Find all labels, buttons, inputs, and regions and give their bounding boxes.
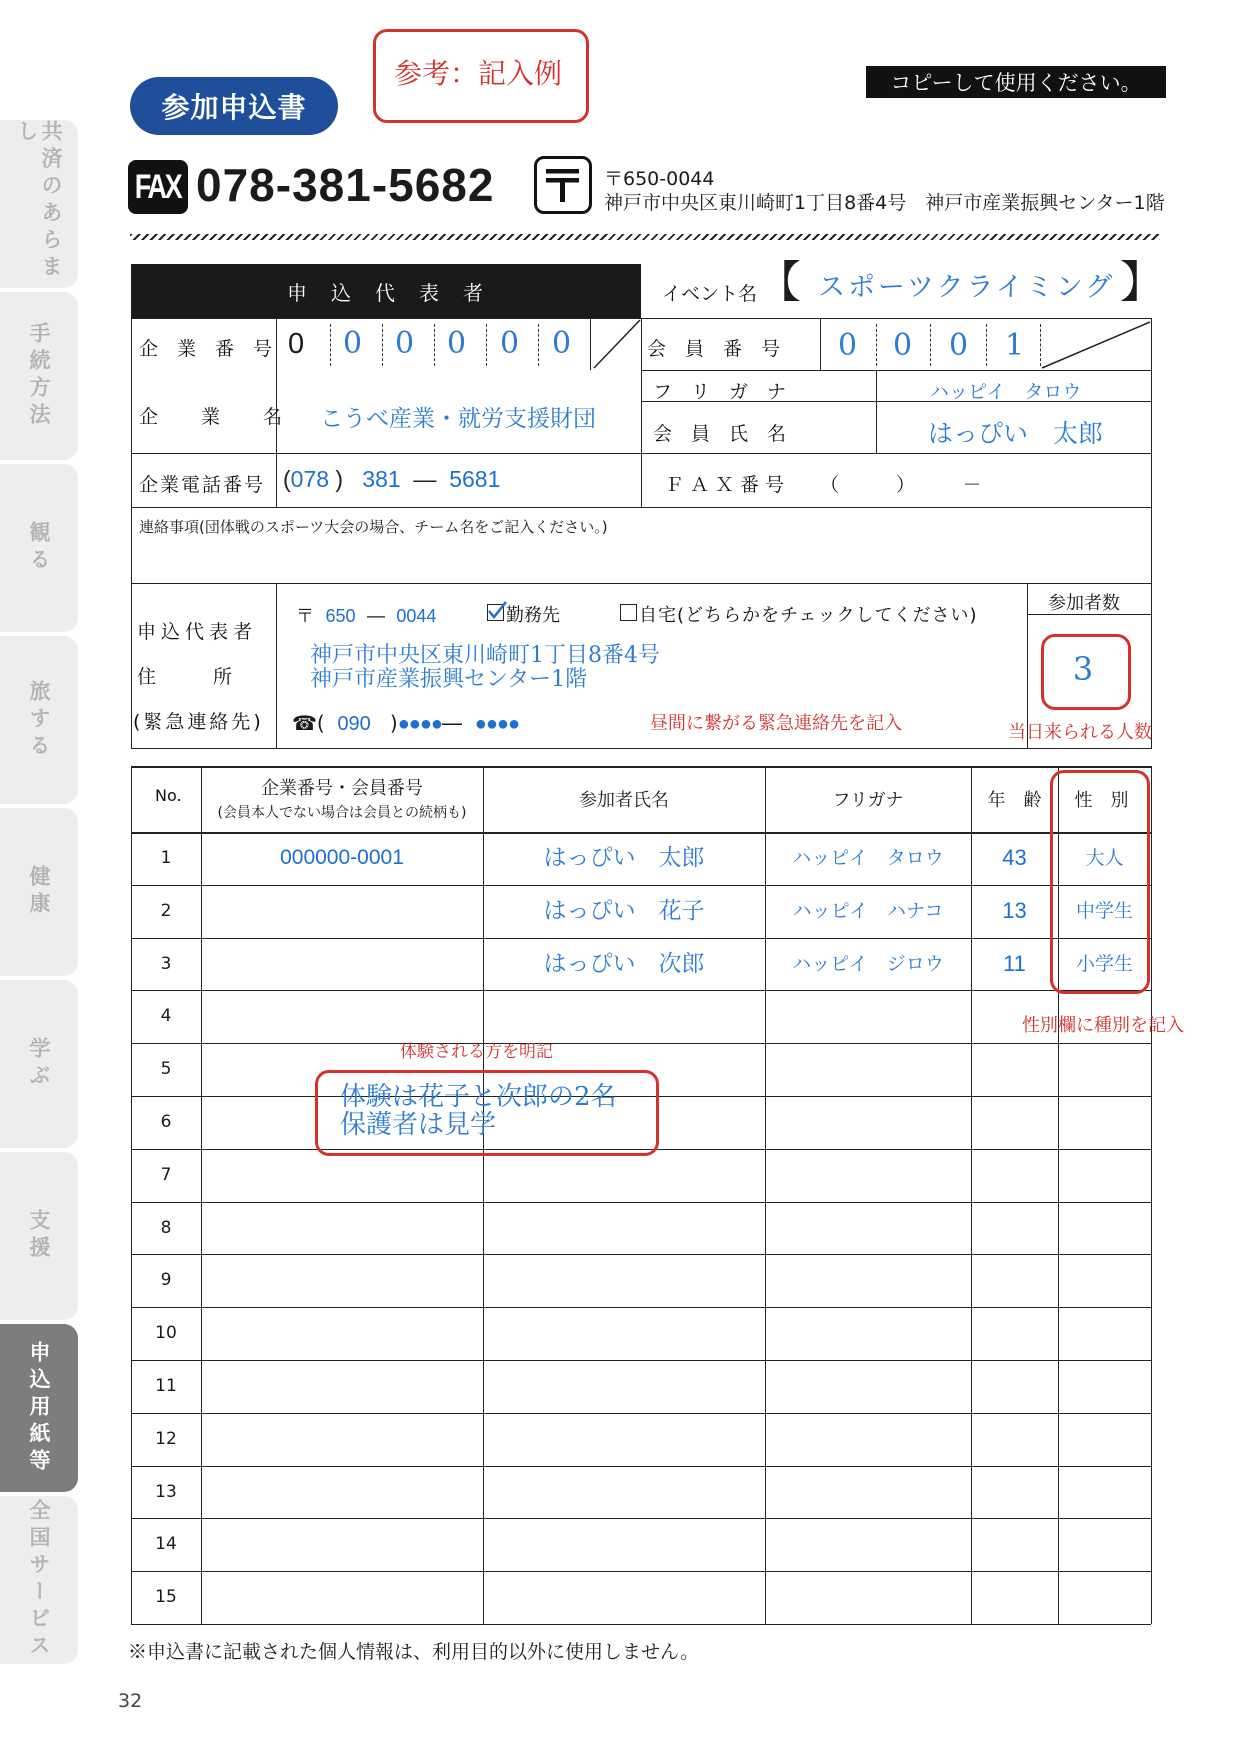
member-number-cell[interactable] [201, 990, 483, 1043]
member-number-cell[interactable] [201, 1413, 483, 1466]
diagonal-strike [590, 318, 642, 370]
digit-separator [486, 324, 487, 366]
age-cell[interactable] [971, 1149, 1058, 1202]
gender-cell[interactable] [1058, 1254, 1151, 1307]
row-number: 3 [160, 953, 172, 974]
phone-icon: ☎( [292, 711, 338, 735]
experience-text: 体験は花子と次郎の2名 [340, 1082, 617, 1112]
digit-separator [876, 324, 877, 366]
table-border [131, 766, 1151, 768]
furigana-cell[interactable] [765, 1307, 971, 1360]
row-number: 4 [160, 1006, 172, 1027]
side-tab-travel[interactable] [0, 636, 78, 804]
side-tab-label: 共済のあらまし [15, 120, 63, 282]
digit-separator [930, 324, 931, 366]
age-cell[interactable] [971, 1307, 1058, 1360]
furigana-cell[interactable] [765, 990, 971, 1043]
furigana-cell[interactable] [765, 1360, 971, 1413]
age-cell[interactable] [971, 1096, 1058, 1149]
participant-name-cell[interactable]: はっぴい 花子 [543, 897, 705, 924]
furigana-field[interactable]: ハッピイ タロウ [930, 381, 1082, 403]
phone-mid: ●●●● [397, 713, 443, 735]
fax-number: 078-381-5682 [196, 159, 495, 211]
gender-cell[interactable] [1058, 1360, 1151, 1413]
gender-cell[interactable]: 大人 [1085, 847, 1124, 869]
col-line [876, 370, 877, 453]
gender-cell[interactable] [1058, 1202, 1151, 1255]
postal-mark-icon [534, 156, 592, 214]
row-number: 11 [155, 1376, 177, 1396]
furigana-cell[interactable] [765, 1202, 971, 1255]
member-number-digit[interactable]: 0 [893, 328, 913, 363]
side-tab-watch[interactable] [0, 464, 78, 632]
col-line [276, 583, 277, 749]
furigana-cell[interactable] [765, 1571, 971, 1624]
page-number: 32 [118, 1690, 143, 1712]
col-line [1151, 766, 1152, 1624]
furigana-cell[interactable] [765, 1413, 971, 1466]
representative-header [131, 264, 641, 318]
furigana-cell[interactable] [765, 1254, 971, 1307]
member-number-cell[interactable] [201, 1466, 483, 1519]
phone-area: 090 [337, 713, 371, 735]
company-name-label: 企 業 名 [139, 406, 295, 428]
furigana-cell[interactable]: ハッピイ ジロウ [792, 952, 944, 975]
notes-label[interactable]: 連絡事項(団体戦のスポーツ大会の場合、チーム名をご記入ください。) [139, 518, 608, 536]
company-number-digit[interactable]: 0 [500, 326, 520, 361]
address-label: 住 所 [137, 666, 233, 688]
side-tab-label: 申込用紙等 [27, 1340, 51, 1476]
digit-separator [538, 324, 539, 366]
note-experience: 体験される方を明記 [400, 1042, 553, 1062]
fax-number-field[interactable]: （ ） － [820, 474, 982, 496]
gender-cell[interactable] [1058, 1307, 1151, 1360]
company-number-prefix: 0 [288, 328, 305, 360]
participants-count-label: 参加者数 [1048, 593, 1120, 614]
col-line [1151, 318, 1152, 749]
furigana-cell[interactable] [765, 1518, 971, 1571]
col-line [131, 264, 132, 749]
fax-icon [128, 160, 188, 214]
row-number: 10 [155, 1323, 177, 1344]
experience-text: 保護者は見学 [340, 1110, 497, 1140]
fax-label: FAX [135, 167, 181, 206]
representative-header-text: 申 込 代 表 者 [287, 280, 485, 305]
row-number: 5 [160, 1059, 172, 1080]
home-label: 自宅(どちらかをチェックしてください) [639, 605, 978, 626]
company-name-field[interactable]: こうべ産業・就労支援財団 [320, 406, 596, 432]
member-number-cell[interactable]: 000000-0001 [280, 846, 404, 869]
age-cell[interactable] [971, 1518, 1058, 1571]
gender-cell[interactable] [1058, 1149, 1151, 1202]
mailing-address: 神戸市中央区東川崎町1丁目8番4号 神戸市産業振興センター1階 [604, 192, 1165, 214]
row-line [131, 1624, 1151, 1625]
header-gender: 性 別 [1074, 790, 1129, 811]
row-number: 9 [160, 1270, 172, 1291]
row-number: 7 [160, 1164, 172, 1185]
company-number-digit[interactable]: 0 [343, 326, 363, 361]
row-number: 1 [160, 848, 172, 868]
side-tab-national-service[interactable] [0, 1496, 78, 1664]
company-tel-field[interactable]: (078 ) 381 ― 5681 [283, 466, 501, 492]
side-tab-label: 健康 [27, 865, 51, 919]
address-line[interactable]: 神戸市中央区東川崎町1丁目8番4号 [310, 643, 660, 668]
furigana-label: フ リ ガ ナ [653, 381, 787, 403]
side-tab-support[interactable] [0, 1152, 78, 1320]
col-line [820, 318, 821, 370]
side-tab-forms[interactable] [0, 1324, 78, 1492]
company-number-digit[interactable]: 0 [447, 326, 467, 361]
company-tel-label: 企業電話番号 [139, 474, 266, 496]
furigana-cell[interactable] [765, 1466, 971, 1519]
participant-name-cell[interactable] [483, 1254, 765, 1307]
member-number-cell[interactable] [201, 1571, 483, 1624]
gender-highlight-box [1050, 770, 1150, 994]
workplace-label: 勤務先 [506, 605, 560, 626]
member-name-field[interactable]: はっぴい 太郎 [928, 419, 1104, 448]
home-checkbox[interactable] [620, 604, 637, 621]
gender-cell[interactable] [1058, 1466, 1151, 1519]
row-number: 12 [155, 1428, 177, 1449]
age-cell[interactable] [971, 1413, 1058, 1466]
header-member-no: 企業番号・会員番号 [261, 778, 423, 799]
example-label: 参考：記入例 [393, 57, 562, 90]
age-cell[interactable] [971, 1360, 1058, 1413]
gender-cell[interactable] [1058, 1571, 1151, 1624]
gender-cell[interactable] [1058, 1518, 1151, 1571]
header-furigana: フリガナ [832, 790, 904, 811]
member-number-cell[interactable] [201, 885, 483, 938]
header-name: 参加者氏名 [579, 790, 669, 811]
digit-separator [434, 324, 435, 366]
furigana-cell[interactable] [765, 1149, 971, 1202]
event-bracket-right: 】 [1120, 257, 1164, 308]
tel-area: 078 [290, 466, 330, 492]
note-gender: 性別欄に種別を記入 [1022, 1015, 1184, 1036]
address-line[interactable]: 神戸市産業振興センター1階 [310, 667, 588, 692]
member-name-label: 会 員 氏 名 [653, 423, 787, 445]
emergency-phone-field[interactable]: ☎( 090 )●●●●― ●●●● [292, 711, 520, 735]
digit-separator [986, 324, 987, 366]
member-number-cell[interactable] [201, 1307, 483, 1360]
gender-cell[interactable]: 中学生 [1075, 899, 1133, 922]
member-number-cell[interactable] [201, 1360, 483, 1413]
company-number-digit[interactable]: 0 [395, 326, 415, 361]
member-number-cell[interactable] [201, 1518, 483, 1571]
gender-cell[interactable]: 小学生 [1075, 952, 1133, 975]
workplace-checkbox[interactable] [487, 604, 504, 621]
header-age: 年 齢 [987, 790, 1042, 811]
age-cell[interactable]: 11 [1003, 950, 1026, 976]
diagonal-strike [1040, 318, 1152, 370]
side-tab-overview[interactable] [0, 120, 78, 288]
participant-name-cell[interactable]: はっぴい 次郎 [543, 950, 705, 977]
row-line [131, 748, 1152, 749]
decorative-divider [130, 234, 1160, 240]
tel-last: 5681 [449, 466, 501, 492]
member-number-digit[interactable]: 0 [838, 328, 858, 363]
header-no: No. [155, 786, 182, 805]
copy-notice-text: コピーして使用ください。 [890, 71, 1142, 95]
side-tab-learn[interactable] [0, 980, 78, 1148]
age-cell[interactable]: 13 [1002, 897, 1027, 923]
postal-second: 0044 [396, 606, 437, 626]
row-line [641, 370, 1152, 371]
age-cell[interactable]: 43 [1002, 845, 1027, 870]
company-number-label: 企 業 番 号 [139, 338, 273, 360]
note-count: 当日来られる人数 [1008, 722, 1152, 743]
participant-name-cell[interactable] [483, 1360, 765, 1413]
event-label: イベント名 [662, 283, 758, 305]
participants-count-field[interactable]: 3 [1072, 650, 1094, 688]
participant-name-cell[interactable] [483, 1466, 765, 1519]
member-number-digit[interactable]: 1 [1005, 328, 1025, 363]
address-label: (緊急連絡先) [133, 711, 264, 733]
side-tab-label: 観る [27, 521, 51, 575]
age-cell[interactable] [971, 1202, 1058, 1255]
note-emergency: 昼間に繋がる緊急連絡先を記入 [650, 713, 902, 734]
row-line [131, 583, 1152, 584]
postal-first: 650 [325, 606, 356, 626]
side-tab-procedure[interactable] [0, 292, 78, 460]
furigana-cell[interactable]: ハッピイ ハナコ [792, 899, 944, 922]
participant-name-cell[interactable] [483, 1413, 765, 1466]
row-number: 15 [155, 1587, 177, 1608]
row-number: 6 [160, 1112, 172, 1132]
event-bracket-left: 【 [757, 257, 801, 308]
participant-name-cell[interactable]: はっぴい 太郎 [543, 845, 705, 871]
postal-code: 〒650-0044 [604, 168, 715, 190]
phone-last: ●●●● [474, 713, 520, 735]
age-cell[interactable] [971, 1466, 1058, 1519]
side-tab-label: 学ぶ [27, 1037, 51, 1091]
age-cell[interactable] [971, 1571, 1058, 1624]
form-title: 参加申込書 [161, 91, 307, 124]
age-cell[interactable] [971, 1043, 1058, 1096]
member-number-cell[interactable] [201, 1254, 483, 1307]
side-tab-label: 旅する [27, 679, 51, 761]
gender-cell[interactable] [1058, 1096, 1151, 1149]
participant-name-cell[interactable] [483, 990, 765, 1043]
check-icon [486, 600, 508, 622]
participant-name-cell[interactable] [483, 1149, 765, 1202]
participant-name-cell[interactable] [483, 1518, 765, 1571]
row-line [131, 507, 1152, 508]
company-number-digit[interactable]: 0 [552, 326, 572, 361]
member-number-label: 会 員 番 号 [647, 338, 781, 360]
postal-field[interactable]: 〒 650 ― 0044 [296, 606, 437, 627]
participant-name-cell[interactable] [483, 1307, 765, 1360]
row-number: 13 [155, 1481, 177, 1502]
furigana-cell[interactable] [765, 1043, 971, 1096]
row-number: 14 [155, 1534, 177, 1555]
row-number: 8 [160, 1217, 172, 1238]
member-number-digit[interactable]: 0 [949, 328, 969, 363]
digit-separator [382, 324, 383, 366]
age-cell[interactable] [971, 1254, 1058, 1307]
participant-name-cell[interactable] [483, 1571, 765, 1624]
participant-name-cell[interactable] [483, 1202, 765, 1255]
copy-notice [866, 66, 1166, 98]
furigana-cell[interactable] [765, 1096, 971, 1149]
tel-mid: 381 [362, 466, 401, 492]
address-label: 申込代表者 [137, 621, 258, 643]
furigana-cell[interactable]: ハッピイ タロウ [792, 847, 944, 869]
side-tab-label: 支援 [27, 1209, 51, 1263]
privacy-note: ※申込書に記載された個人情報は、利用目的以外に使用しません。 [128, 1641, 700, 1663]
member-number-cell[interactable] [201, 938, 483, 991]
row-number: 2 [160, 900, 172, 921]
side-tab-label: 全国サービス [27, 1499, 51, 1661]
header-member-no-sub: (会員本人でない場合は会員との続柄も) [217, 805, 467, 821]
gender-cell[interactable] [1058, 1043, 1151, 1096]
member-number-cell[interactable] [201, 1149, 483, 1202]
member-number-cell[interactable] [201, 1202, 483, 1255]
gender-cell[interactable] [1058, 1413, 1151, 1466]
event-name-field[interactable]: スポーツクライミング [818, 272, 1116, 303]
digit-separator [330, 324, 331, 366]
side-tab-label: 手続方法 [27, 322, 51, 430]
side-tab-health[interactable] [0, 808, 78, 976]
form-title-badge [130, 77, 338, 135]
fax-number-label: ＦＡＸ番号 [665, 474, 791, 496]
